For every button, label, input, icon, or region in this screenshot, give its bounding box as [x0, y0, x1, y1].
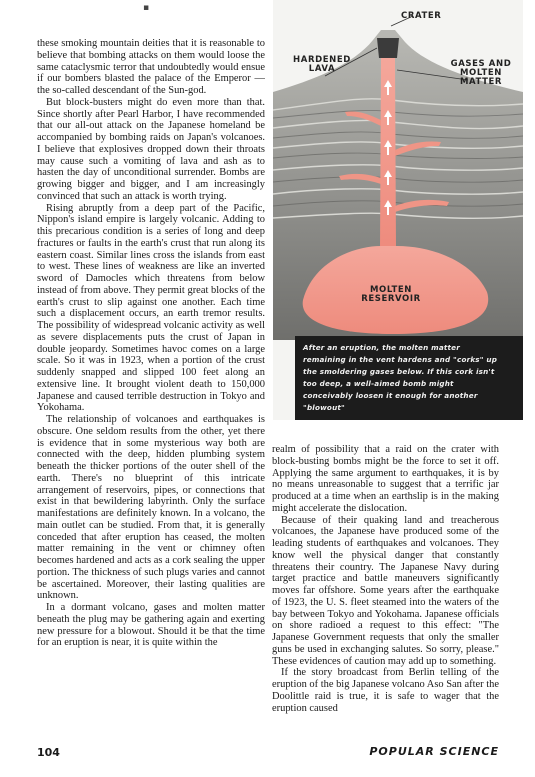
paragraph: Because of their quaking land and treacherous volcanoes, the Japanese have produced some of the leading students of earthquakes and volcanoes. They know well the physical danger that constantly threatens their country. The Japanese Navy during target practice and battle maneuvers significantly moves far offshore. Some years after the earthquake of 1923, the U. S. fleet steamed into the waters of the bay between Tokyo and Yokohama. Japanese officials on shore radioed a request to this effect: "The Japanese Government requests that only the smaller guns be used in exchanging salutes. So sorry, please." These evidences of caution may add up to something.: [272, 514, 499, 667]
top-margin-mark: ▪: [143, 3, 150, 13]
volcano-cross-section-figure: [273, 0, 523, 420]
paragraph: If the story broadcast from Berlin telling of the eruption of the big Japanese volcano Aso San after the Doolittle raid is true, it is safe to wager that the eruption caused: [272, 667, 499, 714]
magazine-name: POPULAR SCIENCE: [369, 745, 499, 758]
reservoir-label: MOLTEN RESERVOIR: [361, 285, 421, 304]
page-number: 104: [37, 746, 60, 759]
figure-caption: After an eruption, the molten matter remaining in the vent hardens and "corks" up the smoldering gases below. If this cork isn't too deep, a well-aimed bomb might conceivably loosen it enough for another "blowout": [303, 343, 498, 412]
hardened-lava-plug: [377, 38, 399, 58]
left-text-column: [37, 38, 265, 649]
crater-label: CRATER: [401, 11, 442, 21]
hardened-lava-label: HARDENED LAVA: [293, 55, 351, 74]
paragraph: realm of possibility that a raid on the crater with block-busting bombs might be the force to set it off. Applying the same argument to earthquakes, it is by no means unreasonable to suggest that a terrific jar produced at a time when an earthslip is in the making might accelerate the dislocation.: [272, 444, 499, 514]
paragraph: Rising abruptly from a deep part of the Pacific, Nippon's island empire is largely volcanic. Adding to this precarious condition is a series of long and deep fractures or faults in the earth's crust that run along its eastern coast. Similar lines cross the islands from east to west. These lines of weakness are like an inverted sword of Damocles which threatens from below instead of from above. They permit great blocks of the earth's crust to slip against one another. Each time such a displacement occurs, an earth tremor results. The possibility of widespread volcanic activity as well as severe displacements puts the crust of Japan in double jeopardy. Sometimes havoc comes on a large scale. So it was in 1923, when a portion of the crust suddenly snapped and slipped 100 feet along an extensive line. It brought violent death to 150,000 Japanese and caused terrible destruction in Tokyo and Yokohama.: [37, 202, 265, 414]
paragraph: But block-busters might do even more than that. Since shortly after Pearl Harbor, I have recommended that our all-out attack on the Japanese homeland be accompanied by bombing raids on Japan's volcanoes. I believe that explosives dropped down their throats may cause such a vomiting of lava and ash as to hasten the day of unconditional surrender. Bombs are growing bigger and bigger, and I am increasingly convinced that such an attack is worth trying.: [37, 96, 265, 202]
gases-label: GASES AND MOLTEN MATTER: [450, 59, 512, 87]
paragraph: The relationship of volcanoes and earthquakes is obscure. One seldom results from the other, yet there is evidence that in some mysterious way both are connected with the deep, hidden plumbing system beneath the thicker portions of the outer shell of the earth. There's no blueprint of this intricate arrangement of reservoirs, pipes, or connections that exist in that bewildering labyrinth. Only the surface manifestations are definitely known. In a volcano, the main outlet can be studied. From that, it is generally conceded that after eruption has ceased, the molten matter remaining in the vent or chimney often becomes hardened and acts as a cork sealing the upper portion. The thickness of such plugs varies and cannot be ascertained. Moreover, their lasting qualities are unknown.: [37, 414, 265, 602]
paragraph: these smoking mountain deities that it is reasonable to believe that bombing attacks on them would loose the same cataclysmic terror that undoubtedly would ensue if our bombers blasted the palace of the Emperor —the so-called descendant of the Sun-god.: [37, 38, 265, 96]
paragraph: In a dormant volcano, gases and molten matter beneath the plug may be gathering again and exerting new pressure for a blowout. Should it be that the time for an eruption is near, it is quite within the: [37, 602, 265, 649]
right-text-column: [272, 444, 499, 714]
